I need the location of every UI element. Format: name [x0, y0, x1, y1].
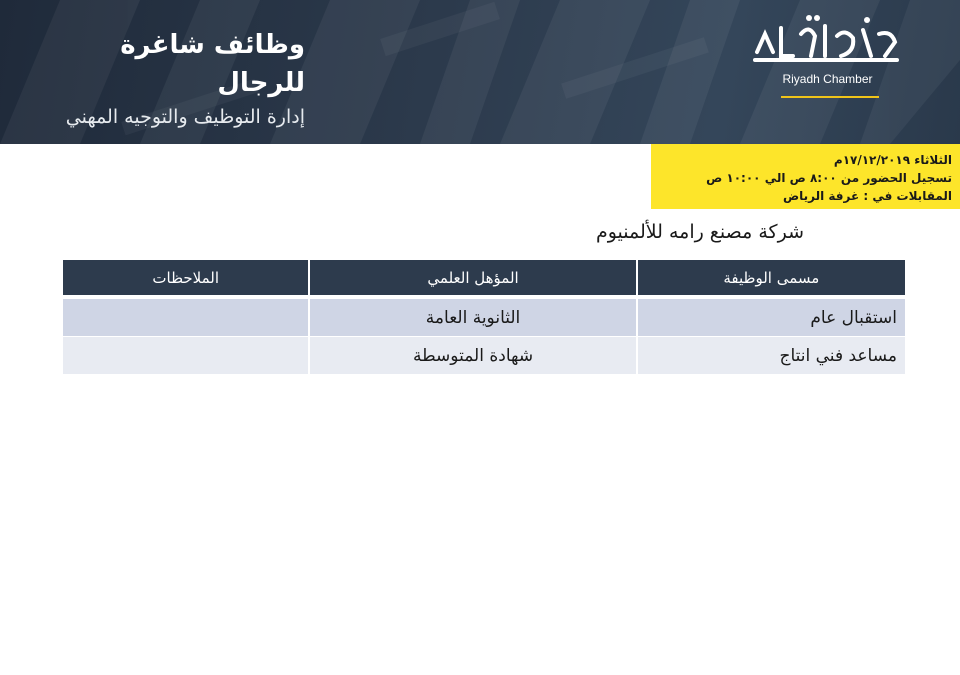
table-row [63, 298, 905, 336]
header-titles [50, 26, 305, 132]
logo-english-text: Riyadh Chamber [782, 72, 873, 86]
company-name: شركة مصنع رامه للألمنيوم [595, 221, 804, 243]
table-row [63, 336, 905, 374]
page-subtitle: إدارة التوظيف والتوجيه المهني [65, 106, 305, 128]
header-notes: الملاحظات [63, 260, 308, 298]
logo-underline [781, 96, 879, 98]
logo-calligraphy-icon [745, 12, 910, 72]
qualification-cell: شهادة المتوسطة [310, 336, 635, 374]
page-title: وظائف شاغرة للرجال [120, 30, 305, 98]
notes-cell [63, 336, 308, 374]
interview-info-box [651, 144, 960, 209]
job-title-cell: استقبال عام [638, 298, 905, 336]
interview-date: الثلاثاء ١٧/١٢/٢٠١٩م [833, 153, 952, 167]
registration-time: تسجيل الحضور من ٨:٠٠ ص الي ١٠:٠٠ ص [706, 171, 952, 185]
riyadh-chamber-logo [745, 12, 910, 102]
interview-location: المقابلات في : غرفة الرياض [782, 189, 952, 203]
header-job-title: مسمى الوظيفة [638, 260, 905, 298]
qualification-cell: الثانوية العامة [310, 298, 635, 336]
table-header-row [63, 260, 905, 298]
notes-cell [63, 298, 308, 336]
job-title-cell: مساعد فني انتاج [638, 336, 905, 374]
header-qualification: المؤهل العلمي [310, 260, 635, 298]
jobs-table [61, 260, 907, 374]
page-header [0, 0, 960, 144]
